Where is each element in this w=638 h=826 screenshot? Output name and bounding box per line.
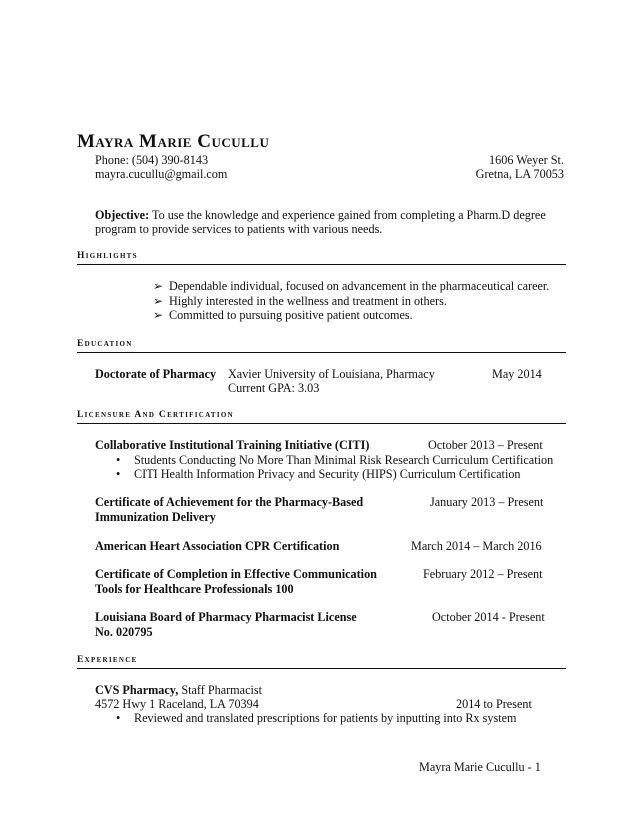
experience-title (95, 683, 262, 698)
arrow-bullet-icon: ➢ (153, 279, 164, 293)
licensure-heading: Licensure And Certification (77, 410, 235, 420)
license-line-1: Louisiana Board of Pharmacy Pharmacist License (95, 610, 357, 624)
objective-line-1 (95, 208, 546, 223)
citi-bullet (116, 453, 553, 468)
highlight-text: Dependable individual, focused on advancement in the pharmaceutical career. (169, 279, 550, 293)
employer: CVS Pharmacy, (95, 683, 179, 697)
cpr-date: March 2014 – March 2016 (411, 539, 542, 553)
candidate-name (77, 131, 269, 153)
highlights-heading: Highlights (77, 251, 138, 261)
experience-rule (77, 668, 566, 669)
highlights-rule (77, 264, 566, 265)
objective-text-1: To use the knowledge and experience gained from completing a Pharm.D degree (149, 208, 546, 222)
education-rule (77, 352, 566, 353)
experience-heading: Experience (77, 655, 138, 665)
email[interactable]: mayra.cucullu@gmail.com (95, 167, 228, 181)
license-line-2: No. 020795 (95, 625, 153, 639)
phone: Phone: (504) 390-8143 (95, 153, 209, 167)
immunization-date: January 2013 – Present (430, 495, 544, 509)
arrow-bullet-icon: ➢ (153, 308, 164, 322)
highlight-item (153, 294, 447, 309)
page-footer: Mayra Marie Cucullu - 1 (419, 760, 541, 774)
education-heading: Education (77, 339, 133, 349)
citi-date: October 2013 – Present (428, 438, 543, 452)
license-date: October 2014 - Present (432, 610, 545, 624)
highlight-text: Highly interested in the wellness and treatment in others. (169, 294, 447, 308)
experience-bullet-text: Reviewed and translated prescriptions for patients by inputting into Rx system (134, 711, 517, 725)
experience-bullet (116, 711, 516, 726)
education-date: May 2014 (492, 367, 542, 381)
cpr-title: American Heart Association CPR Certification (95, 539, 340, 553)
objective-label: Objective: (95, 208, 150, 222)
experience-address: 4572 Hwy 1 Raceland, LA 70394 (95, 697, 259, 711)
highlight-item (153, 308, 413, 323)
education-school: Xavier University of Louisiana, Pharmacy (228, 367, 435, 381)
highlight-text: Committed to pursuing positive patient outcomes. (169, 308, 413, 322)
communication-line-2: Tools for Healthcare Professionals 100 (95, 582, 294, 596)
role: Staff Pharmacist (178, 683, 262, 697)
education-gpa: Current GPA: 3.03 (228, 381, 320, 395)
immunization-line-1: Certificate of Achievement for the Pharmacy-Based (95, 495, 364, 509)
address-line-2: Gretna, LA 70053 (475, 167, 564, 181)
address-line-1: 1606 Weyer St. (489, 153, 564, 167)
licensure-rule (77, 423, 566, 424)
bullet-icon: • (116, 711, 121, 725)
immunization-line-2: Immunization Delivery (95, 510, 216, 524)
experience-date: 2014 to Present (456, 697, 532, 711)
objective-line-2: program to provide services to patients with various needs. (95, 222, 383, 236)
bullet-icon: • (116, 467, 121, 481)
communication-line-1: Certificate of Completion in Effective Communication (95, 567, 377, 581)
education-degree: Doctorate of Pharmacy (95, 367, 217, 381)
highlight-item (153, 279, 549, 294)
bullet-icon: • (116, 453, 121, 467)
arrow-bullet-icon: ➢ (153, 294, 164, 308)
citi-bullet (116, 467, 521, 482)
citi-bullet-text: CITI Health Information Privacy and Security (HIPS) Curriculum Certification (134, 467, 521, 481)
candidate-name-text: Mayra Marie Cucullu (77, 131, 270, 152)
citi-title: Collaborative Institutional Training Initiative (CITI) (95, 438, 370, 452)
communication-date: February 2012 – Present (423, 567, 543, 581)
citi-bullet-text: Students Conducting No More Than Minimal Risk Research Curriculum Certification (134, 453, 554, 467)
